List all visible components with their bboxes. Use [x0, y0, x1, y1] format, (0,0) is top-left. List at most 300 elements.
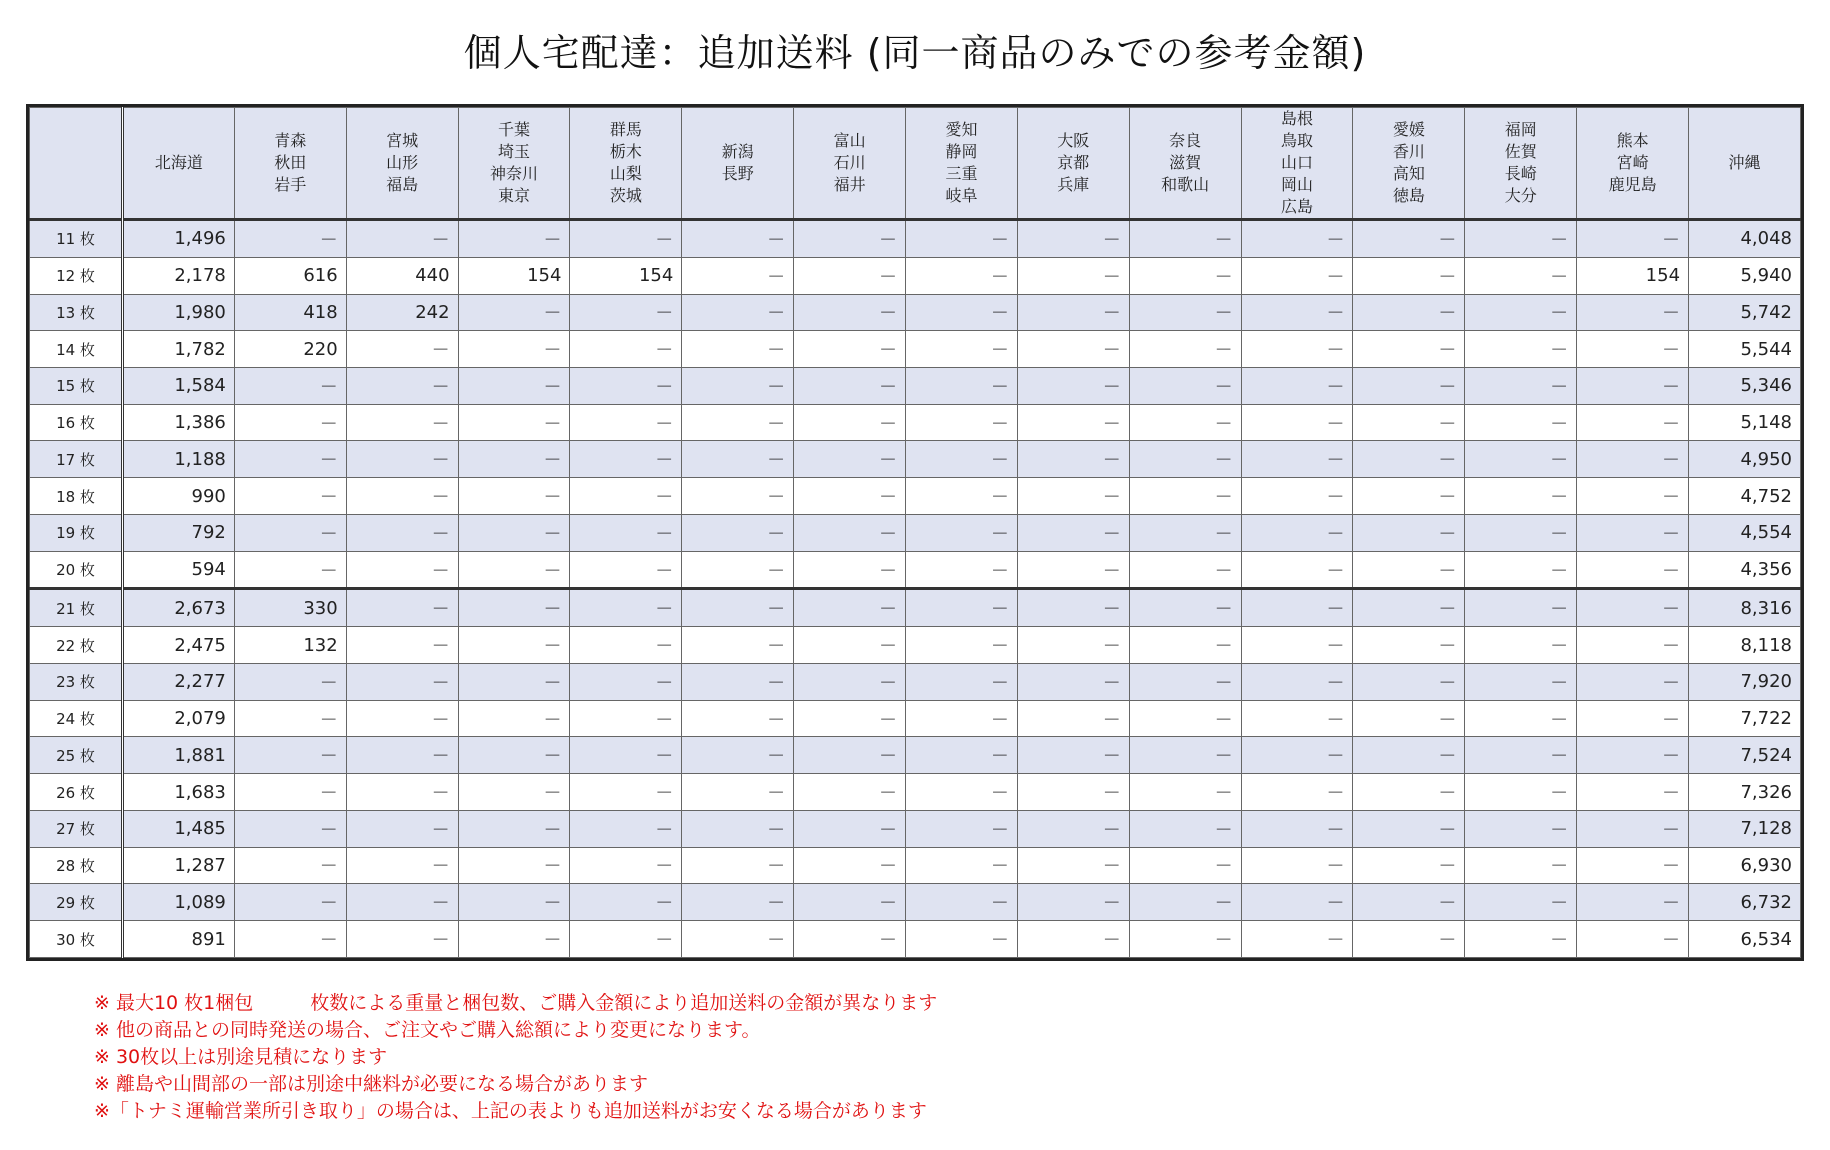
fee-cell: － — [458, 514, 570, 551]
fee-cell: － — [906, 847, 1018, 884]
fee-cell: － — [1017, 551, 1129, 589]
fee-cell: － — [906, 884, 1018, 921]
fee-cell: － — [458, 700, 570, 737]
fee-cell: － — [682, 478, 794, 515]
fee-cell: － — [570, 478, 682, 515]
fee-cell: － — [570, 663, 682, 700]
fee-cell: － — [570, 589, 682, 627]
fee-cell: － — [1017, 257, 1129, 294]
row-label: 14 枚 — [30, 331, 123, 368]
fee-cell: － — [682, 294, 794, 331]
note-line: ※ 30枚以上は別途見積になります — [94, 1046, 388, 1068]
fee-cell: 418 — [234, 294, 346, 331]
fee-cell: － — [1577, 737, 1689, 774]
fee-cell: － — [234, 663, 346, 700]
fee-cell: 1,980 — [123, 294, 235, 331]
fee-cell: － — [1241, 441, 1353, 478]
fee-cell: － — [906, 589, 1018, 627]
fee-cell: － — [1017, 220, 1129, 258]
fee-cell: － — [234, 514, 346, 551]
fee-cell: － — [234, 404, 346, 441]
fee-cell: － — [1465, 514, 1577, 551]
fee-cell: － — [1577, 700, 1689, 737]
fee-cell: 4,950 — [1689, 441, 1801, 478]
fee-cell: － — [1577, 294, 1689, 331]
fee-cell: － — [234, 700, 346, 737]
fee-cell: 7,920 — [1689, 663, 1801, 700]
fee-cell: － — [682, 331, 794, 368]
row-label: 16 枚 — [30, 404, 123, 441]
fee-cell: － — [682, 737, 794, 774]
fee-cell: 1,881 — [123, 737, 235, 774]
fee-cell: 242 — [346, 294, 458, 331]
fee-cell: － — [794, 663, 906, 700]
fee-cell: － — [1577, 478, 1689, 515]
note-line: ※ 最大10 枚1梱包 枚数による重量と梱包数、ご購入金額により追加送料の金額が異なります — [94, 992, 938, 1014]
fee-cell: － — [1353, 700, 1465, 737]
fee-cell: － — [682, 589, 794, 627]
fee-cell: － — [1129, 663, 1241, 700]
fee-cell: － — [682, 404, 794, 441]
corner-header — [30, 108, 123, 220]
fee-cell: － — [1241, 700, 1353, 737]
fee-cell: 7,524 — [1689, 737, 1801, 774]
fee-cell: － — [1017, 627, 1129, 664]
fee-cell: － — [1465, 700, 1577, 737]
fee-cell: － — [458, 774, 570, 811]
region-header: 富山 石川 福井 — [794, 108, 906, 220]
fee-cell: － — [1353, 810, 1465, 847]
fee-cell: － — [1129, 627, 1241, 664]
fee-cell: － — [346, 921, 458, 958]
fee-cell: － — [346, 884, 458, 921]
fee-cell: － — [458, 294, 570, 331]
fee-cell: － — [1129, 294, 1241, 331]
region-header: 沖縄 — [1689, 108, 1801, 220]
row-label: 18 枚 — [30, 478, 123, 515]
fee-cell: － — [906, 737, 1018, 774]
row-label: 13 枚 — [30, 294, 123, 331]
fee-cell: 6,534 — [1689, 921, 1801, 958]
fee-cell: － — [458, 810, 570, 847]
region-header: 熊本 宮崎 鹿児島 — [1577, 108, 1689, 220]
region-header: 群馬 栃木 山梨 茨城 — [570, 108, 682, 220]
fee-cell: 4,752 — [1689, 478, 1801, 515]
fee-cell: 440 — [346, 257, 458, 294]
fee-cell: － — [346, 774, 458, 811]
fee-cell: － — [1241, 921, 1353, 958]
fee-cell: － — [1577, 367, 1689, 404]
fee-cell: － — [794, 737, 906, 774]
fee-cell: － — [458, 404, 570, 441]
fee-cell: － — [1577, 514, 1689, 551]
fee-cell: － — [234, 774, 346, 811]
fee-cell: － — [1129, 331, 1241, 368]
fee-cell: － — [458, 737, 570, 774]
fee-cell: － — [906, 514, 1018, 551]
fee-cell: － — [682, 551, 794, 589]
fee-cell: － — [1241, 294, 1353, 331]
fee-cell: － — [458, 551, 570, 589]
header-row — [30, 108, 1801, 220]
fee-cell: － — [570, 627, 682, 664]
fee-cell: － — [1017, 294, 1129, 331]
region-header: 北海道 — [123, 108, 235, 220]
fee-cell: － — [1353, 220, 1465, 258]
fee-cell: 1,188 — [123, 441, 235, 478]
table-row — [30, 737, 1801, 774]
fee-cell: － — [234, 478, 346, 515]
fee-cell: － — [1577, 551, 1689, 589]
fee-cell: 616 — [234, 257, 346, 294]
fee-cell: － — [346, 810, 458, 847]
fee-cell: 1,485 — [123, 810, 235, 847]
fee-cell: － — [570, 921, 682, 958]
fee-cell: － — [1017, 774, 1129, 811]
fee-cell: 7,326 — [1689, 774, 1801, 811]
fee-cell: 2,673 — [123, 589, 235, 627]
fee-cell: － — [1129, 737, 1241, 774]
fee-cell: － — [1577, 884, 1689, 921]
fee-cell: － — [1241, 589, 1353, 627]
row-label: 17 枚 — [30, 441, 123, 478]
fee-cell: － — [1353, 367, 1465, 404]
fee-cell: 5,544 — [1689, 331, 1801, 368]
fee-cell: － — [1577, 220, 1689, 258]
fee-cell: － — [234, 220, 346, 258]
fee-cell: － — [346, 514, 458, 551]
fee-cell: 4,356 — [1689, 551, 1801, 589]
fee-cell: － — [1577, 847, 1689, 884]
table-row — [30, 810, 1801, 847]
fee-cell: － — [570, 404, 682, 441]
fee-cell: － — [1353, 331, 1465, 368]
fee-cell: － — [906, 551, 1018, 589]
fee-cell: － — [906, 921, 1018, 958]
fee-cell: 5,148 — [1689, 404, 1801, 441]
notes-section — [94, 990, 937, 1125]
fee-cell: － — [1353, 441, 1465, 478]
fee-cell: － — [1353, 737, 1465, 774]
fee-cell: － — [1465, 737, 1577, 774]
fee-cell: － — [346, 404, 458, 441]
fee-cell: 7,128 — [1689, 810, 1801, 847]
fee-cell: － — [458, 478, 570, 515]
fee-cell: － — [1017, 441, 1129, 478]
table-body — [30, 220, 1801, 958]
fee-cell: － — [1129, 220, 1241, 258]
fee-cell: 1,496 — [123, 220, 235, 258]
fee-cell: － — [1577, 663, 1689, 700]
fee-cell: － — [346, 847, 458, 884]
region-header: 千葉 埼玉 神奈川 東京 — [458, 108, 570, 220]
fee-cell: － — [794, 367, 906, 404]
fee-cell: － — [1129, 700, 1241, 737]
fee-cell: － — [1465, 441, 1577, 478]
fee-cell: － — [1465, 478, 1577, 515]
fee-cell: － — [1017, 921, 1129, 958]
row-label: 19 枚 — [30, 514, 123, 551]
fee-cell: － — [570, 514, 682, 551]
fee-cell: － — [906, 441, 1018, 478]
fee-cell: － — [234, 551, 346, 589]
region-header: 奈良 滋賀 和歌山 — [1129, 108, 1241, 220]
fee-cell: 4,554 — [1689, 514, 1801, 551]
fee-cell: 2,277 — [123, 663, 235, 700]
page-title: 個人宅配達：追加送料 (同一商品のみでの参考金額) — [463, 31, 1367, 75]
note-line: ※「トナミ運輸営業所引き取り」の場合は、上記の表よりも追加送料がお安くなる場合があります — [94, 1100, 927, 1122]
row-label: 15 枚 — [30, 367, 123, 404]
fee-cell: － — [1017, 884, 1129, 921]
fee-cell: － — [682, 367, 794, 404]
fee-cell: － — [1353, 551, 1465, 589]
fee-cell: － — [1129, 257, 1241, 294]
fee-cell: 594 — [123, 551, 235, 589]
fee-cell: － — [906, 478, 1018, 515]
region-header: 新潟 長野 — [682, 108, 794, 220]
fee-cell: － — [1465, 331, 1577, 368]
fee-cell: 154 — [458, 257, 570, 294]
fee-cell: － — [458, 921, 570, 958]
fee-cell: － — [1465, 220, 1577, 258]
fee-cell: － — [1129, 478, 1241, 515]
fee-cell: － — [1129, 441, 1241, 478]
fee-cell: － — [1129, 367, 1241, 404]
fee-cell: － — [906, 774, 1018, 811]
fee-cell: － — [794, 514, 906, 551]
fee-cell: － — [794, 331, 906, 368]
fee-cell: 5,742 — [1689, 294, 1801, 331]
fee-cell: － — [1465, 367, 1577, 404]
fee-cell: － — [234, 810, 346, 847]
table-row — [30, 774, 1801, 811]
fee-cell: － — [1353, 514, 1465, 551]
fee-cell: － — [570, 810, 682, 847]
fee-cell: － — [794, 441, 906, 478]
fee-cell: － — [1577, 774, 1689, 811]
fee-cell: － — [458, 367, 570, 404]
fee-cell: － — [570, 700, 682, 737]
fee-cell: － — [1465, 551, 1577, 589]
fee-cell: － — [1129, 921, 1241, 958]
fee-cell: － — [1017, 478, 1129, 515]
fee-cell: － — [794, 627, 906, 664]
fee-cell: － — [682, 774, 794, 811]
region-header: 宮城 山形 福島 — [346, 108, 458, 220]
fee-cell: － — [1017, 514, 1129, 551]
fee-cell: － — [1465, 810, 1577, 847]
fee-cell: － — [1017, 700, 1129, 737]
fee-cell: － — [794, 551, 906, 589]
row-label: 11 枚 — [30, 220, 123, 258]
region-header: 青森 秋田 岩手 — [234, 108, 346, 220]
shipping-fee-table — [26, 104, 1804, 961]
fee-cell: － — [1465, 404, 1577, 441]
fee-cell: － — [1129, 589, 1241, 627]
fee-cell: － — [570, 847, 682, 884]
fee-cell: － — [1353, 663, 1465, 700]
fee-cell: － — [570, 737, 682, 774]
fee-cell: 220 — [234, 331, 346, 368]
fee-cell: － — [682, 220, 794, 258]
row-label: 24 枚 — [30, 700, 123, 737]
fee-cell: － — [1241, 847, 1353, 884]
fee-cell: － — [234, 921, 346, 958]
fee-cell: － — [794, 294, 906, 331]
fee-cell: － — [794, 220, 906, 258]
fee-cell: 154 — [570, 257, 682, 294]
fee-cell: － — [1465, 589, 1577, 627]
fee-cell: － — [1241, 367, 1353, 404]
fee-cell: － — [458, 589, 570, 627]
fee-cell: － — [682, 441, 794, 478]
fee-cell: － — [346, 663, 458, 700]
fee-cell: － — [458, 847, 570, 884]
fee-cell: － — [1129, 774, 1241, 811]
fee-cell: － — [1241, 404, 1353, 441]
fee-cell: － — [1353, 921, 1465, 958]
fee-cell: － — [234, 737, 346, 774]
table-row — [30, 220, 1801, 258]
fee-cell: － — [458, 884, 570, 921]
fee-cell: － — [570, 884, 682, 921]
fee-cell: － — [570, 774, 682, 811]
note-line: ※ 離島や山間部の一部は別途中継料が必要になる場合があります — [94, 1073, 648, 1095]
fee-cell: － — [1241, 810, 1353, 847]
fee-cell: － — [794, 774, 906, 811]
table-row — [30, 884, 1801, 921]
fee-cell: － — [234, 847, 346, 884]
fee-cell: － — [794, 921, 906, 958]
fee-cell: － — [346, 737, 458, 774]
fee-cell: － — [906, 663, 1018, 700]
fee-cell: － — [458, 663, 570, 700]
fee-cell: － — [1353, 404, 1465, 441]
fee-cell: － — [1465, 663, 1577, 700]
fee-cell: － — [1017, 847, 1129, 884]
fee-cell: － — [346, 551, 458, 589]
fee-cell: － — [570, 367, 682, 404]
fee-cell: － — [1353, 294, 1465, 331]
fee-cell: － — [1241, 774, 1353, 811]
fee-cell: － — [570, 551, 682, 589]
fee-cell: － — [570, 441, 682, 478]
fee-cell: － — [682, 627, 794, 664]
fee-cell: － — [682, 257, 794, 294]
fee-cell: － — [1017, 589, 1129, 627]
fee-cell: － — [346, 627, 458, 664]
row-label: 23 枚 — [30, 663, 123, 700]
row-label: 22 枚 — [30, 627, 123, 664]
fee-cell: 1,584 — [123, 367, 235, 404]
fee-cell: － — [346, 441, 458, 478]
table-row — [30, 478, 1801, 515]
fee-cell: 5,940 — [1689, 257, 1801, 294]
fee-cell: － — [1465, 847, 1577, 884]
fee-cell: － — [1129, 847, 1241, 884]
fee-cell: － — [682, 663, 794, 700]
fee-cell: － — [1353, 774, 1465, 811]
fee-cell: － — [1465, 294, 1577, 331]
fee-cell: － — [1241, 514, 1353, 551]
fee-cell: － — [794, 478, 906, 515]
fee-cell: － — [1465, 257, 1577, 294]
row-label: 12 枚 — [30, 257, 123, 294]
fee-cell: － — [346, 367, 458, 404]
region-header: 愛知 静岡 三重 岐阜 — [906, 108, 1018, 220]
fee-cell: － — [1577, 441, 1689, 478]
fee-cell: － — [906, 367, 1018, 404]
fee-cell: － — [794, 810, 906, 847]
fee-cell: － — [794, 700, 906, 737]
fee-cell: － — [1129, 514, 1241, 551]
fee-cell: － — [1353, 589, 1465, 627]
note-line: ※ 他の商品との同時発送の場合、ご注文やご購入総額により変更になります。 — [94, 1019, 761, 1041]
fee-cell: － — [1241, 331, 1353, 368]
fee-cell: － — [1017, 367, 1129, 404]
fee-cell: － — [1017, 404, 1129, 441]
fee-cell: － — [234, 884, 346, 921]
fee-cell: 7,722 — [1689, 700, 1801, 737]
fee-cell: － — [458, 220, 570, 258]
fee-cell: － — [1353, 257, 1465, 294]
fee-cell: － — [794, 884, 906, 921]
fee-cell: － — [1465, 921, 1577, 958]
fee-cell: 6,930 — [1689, 847, 1801, 884]
region-header: 愛媛 香川 高知 徳島 — [1353, 108, 1465, 220]
fee-cell: － — [906, 810, 1018, 847]
fee-cell: 891 — [123, 921, 235, 958]
fee-cell: － — [1465, 774, 1577, 811]
fee-cell: － — [1241, 220, 1353, 258]
fee-cell: － — [906, 331, 1018, 368]
fee-cell: － — [682, 847, 794, 884]
fee-cell: － — [1577, 589, 1689, 627]
fee-cell: 990 — [123, 478, 235, 515]
fee-cell: － — [906, 404, 1018, 441]
fee-cell: － — [794, 257, 906, 294]
fee-cell: － — [794, 589, 906, 627]
table-row — [30, 294, 1801, 331]
table-row — [30, 627, 1801, 664]
row-label: 21 枚 — [30, 589, 123, 627]
fee-cell: － — [906, 700, 1018, 737]
table-row — [30, 589, 1801, 627]
fee-cell: 4,048 — [1689, 220, 1801, 258]
row-label: 30 枚 — [30, 921, 123, 958]
table-row — [30, 404, 1801, 441]
fee-cell: － — [1353, 478, 1465, 515]
fee-cell: － — [906, 257, 1018, 294]
fee-cell: － — [458, 627, 570, 664]
fee-cell: － — [1129, 551, 1241, 589]
fee-cell: － — [1353, 847, 1465, 884]
fee-cell: 330 — [234, 589, 346, 627]
row-label: 26 枚 — [30, 774, 123, 811]
table-row — [30, 551, 1801, 589]
fee-cell: － — [1241, 627, 1353, 664]
fee-cell: － — [346, 220, 458, 258]
fee-cell: － — [794, 404, 906, 441]
fee-cell: 2,475 — [123, 627, 235, 664]
fee-cell: － — [1241, 663, 1353, 700]
fee-cell: － — [234, 441, 346, 478]
fee-cell: － — [234, 367, 346, 404]
region-header: 大阪 京都 兵庫 — [1017, 108, 1129, 220]
fee-cell: － — [1017, 331, 1129, 368]
fee-cell: － — [1017, 737, 1129, 774]
fee-cell: － — [906, 294, 1018, 331]
